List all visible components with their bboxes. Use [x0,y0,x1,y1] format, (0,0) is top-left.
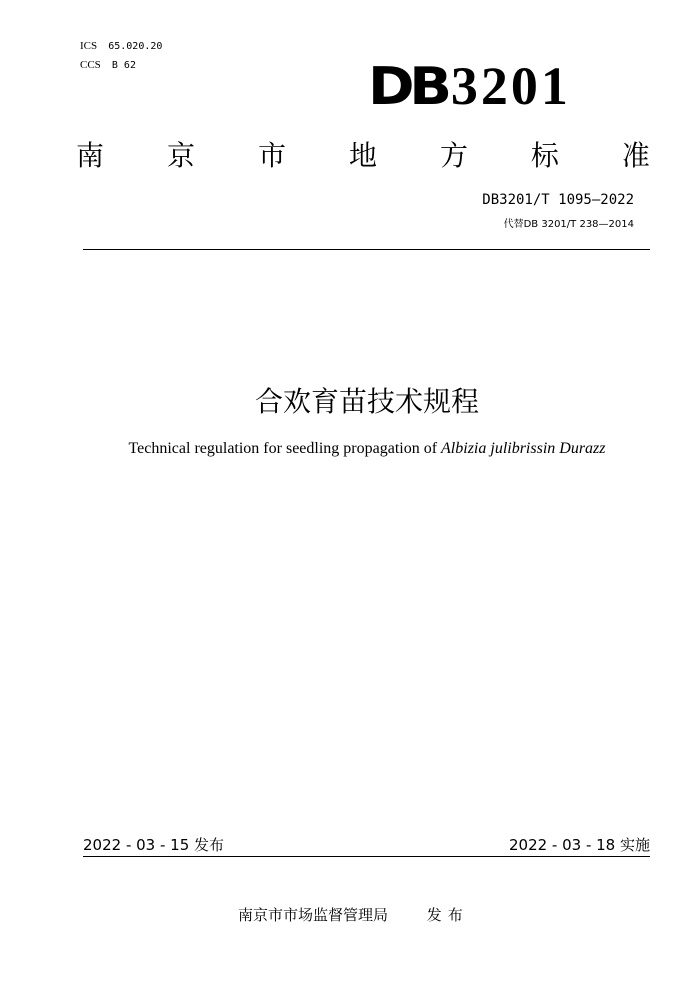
replaces-standard: 代替DB 3201/T 238—2014 [503,219,634,230]
ics-line [80,34,168,53]
top-divider [83,249,650,250]
standard-type-heading [76,134,650,174]
ics-code: 65.020.20 [108,41,163,52]
standard-type-char: 南 [76,139,105,172]
db-logo [368,56,571,117]
title-english-scientific-name: Albizia julibrissin Durazz [441,440,606,457]
standard-type-char: 地 [348,139,377,172]
issue-date: 2022 - 03 - 15 发布 [83,836,225,854]
db-logo-letters: DB [368,57,447,117]
implementation-date: 2022 - 03 - 18 实施 [508,836,650,854]
title-chinese: 合欢育苗技术规程 [254,385,479,418]
standard-type-char: 京 [166,139,195,172]
standard-type-char: 方 [439,139,468,172]
ics-label: ICS [80,40,98,52]
title-english [0,440,700,458]
issuer-name: 南京市市场监督管理局 [238,906,389,924]
standard-number: DB3201/T 1095—2022 [482,192,634,208]
db-logo-number: 3201 [450,56,571,116]
issuer-action: 发布 [426,906,469,924]
ccs-label: CCS [80,59,101,71]
ccs-code: B 62 [111,60,136,71]
standard-type-char: 标 [530,139,559,172]
standard-type-char: 准 [621,139,650,172]
ccs-line [80,53,142,72]
issuer-block [238,904,469,925]
bottom-divider [83,856,650,857]
standard-type-char: 市 [257,139,286,172]
title-english-prefix: Technical regulation for seedling propagation of [128,440,442,457]
